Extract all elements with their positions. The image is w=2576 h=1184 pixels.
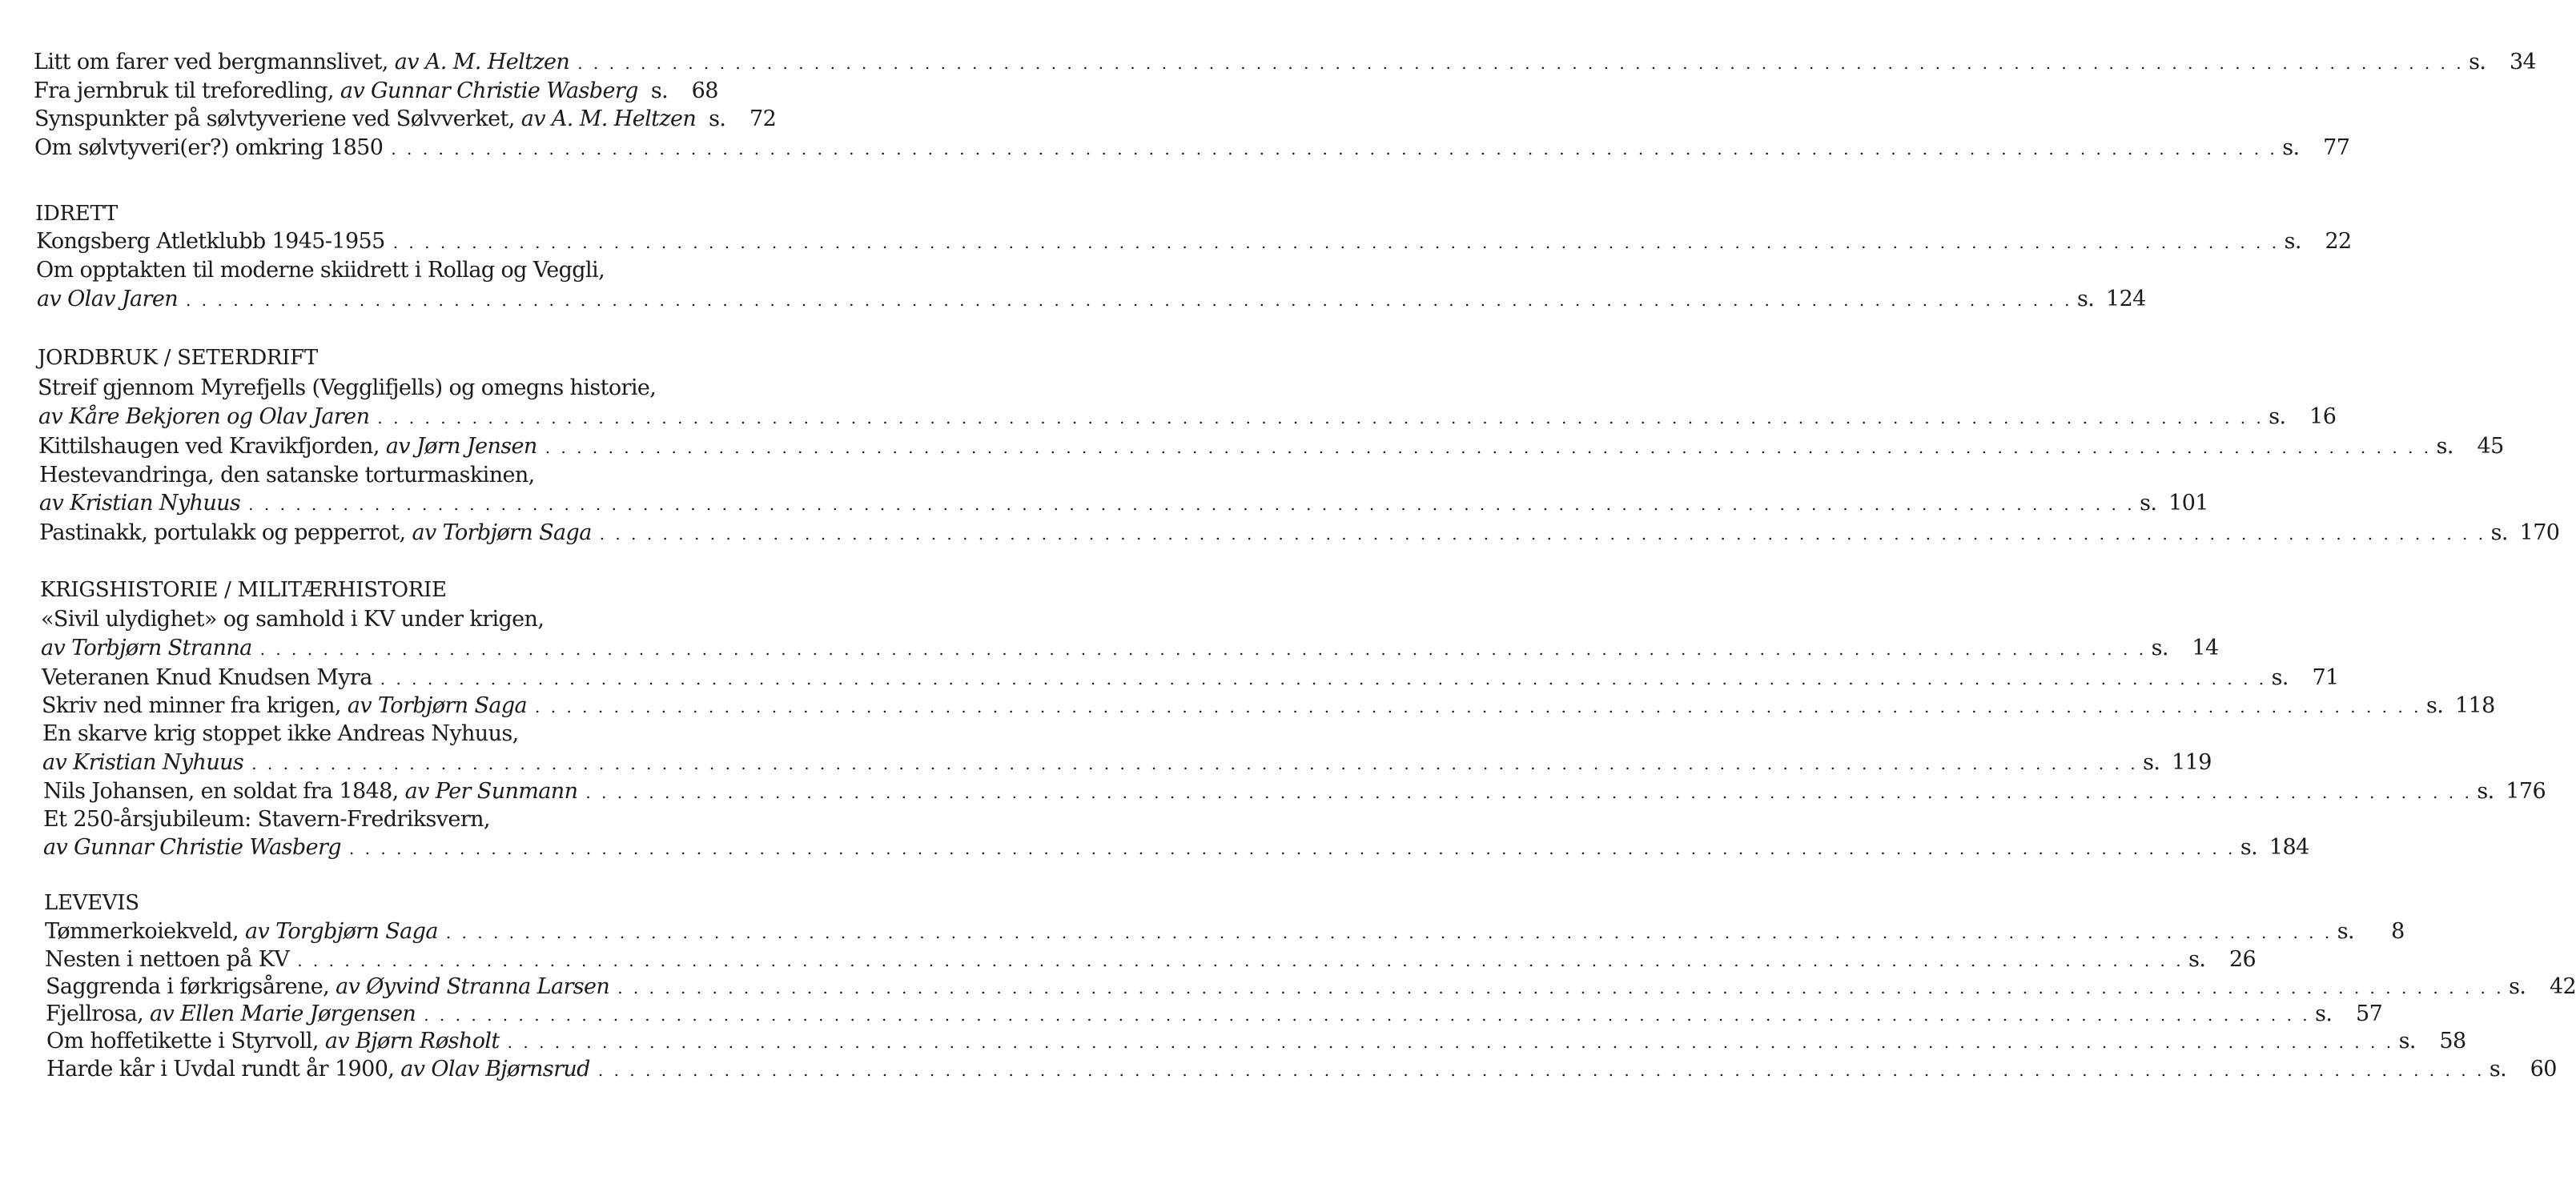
toc-entry-line [43,777,2546,806]
toc-entry-line [38,374,656,403]
toc-entry-line [39,461,535,490]
entry-title-text: Kongsberg Atletklubb 1945-1955 [36,229,385,254]
page-number: 8 [2391,919,2405,944]
page-prefix: s. [2143,750,2160,775]
entry-title-text: Nesten i nettoen på KV [45,947,290,972]
entry-title [34,105,696,134]
entry-title [34,48,569,77]
entry-title [46,1000,416,1029]
toc-entry-line [38,403,2337,431]
entry-title-text: Hestevandringa, den satanske torturmaskinen, [39,463,535,488]
entry-author: av Olav Bjørnsrud [400,1057,590,1082]
page-prefix: s. [2284,229,2301,254]
entry-title [34,77,638,106]
page-prefix: s. [2269,404,2286,429]
page-prefix: s. [650,78,669,103]
entry-author: av Per Sunmann [404,779,578,804]
page-number: 14 [2192,636,2219,660]
entry-title-text: Om hoffetikette i Styrvoll, [46,1029,325,1054]
dot-leader: . . . . . . . . . . . . . . . . . . . . . . . . . . . . . . . . . . . . . . . . . . . . . . . . . . . . . . . . . . . . . . . . . . . . . . . . . . . . . . . . . . . . . . . . . . . . . . . . . . . . . . . . . . . . . . . . . . . . . . . . [599,524,2486,544]
toc-entry-line [34,134,2350,163]
dot-leader: . . . . . . . . . . . . . . . . . . . . . . . . . . . . . . . . . . . . . . . . . . . . . . . . . . . . . . . . . . . . . . . . . . . . . . . . . . . . . . . . . . . . . . . . . . . . . . . . . . . . . . . . . . . . . . . . . . . . . . . . [348,839,2236,858]
section-heading: KRIGSHISTORIE / MILITÆRHISTORIE [40,578,447,602]
entry-title-text: Litt om farer ved bergmannslivet, [34,50,395,74]
toc-entry-line [37,285,2146,314]
entry-title [45,945,289,974]
entry-title [37,285,178,314]
toc-entry-line [45,917,2405,946]
entry-title-text: Om sølvtyveri(er?) omkring 1850 [34,135,384,160]
entry-title [43,777,577,806]
page-prefix: s. [2188,947,2206,972]
page-prefix: s. [2398,1029,2416,1054]
entry-title-text: Streif gjennom Myrefjells (Vegglifjells) og omegns historie, [38,375,657,400]
entry-title [42,664,372,692]
page-number: 118 [2454,693,2495,718]
section-heading: LEVEVIS [44,891,139,915]
entry-title-text: Nils Johansen, en soldat fra 1848, [43,779,405,804]
entry-author: av A. M. Heltzen [394,50,570,74]
page-prefix: s. [2425,693,2444,718]
entry-author: av Jørn Jensen [385,434,537,459]
entry-title [45,917,438,946]
entry-title-text: Tømmerkoiekveld, [45,919,245,944]
entry-author: av Torgbjørn Saga [244,919,438,944]
dot-leader: . . . . . . . . . . . . . . . . . . . . . . . . . . . . . . . . . . . . . . . . . . . . . . . . . . . . . . . . . . . . . . . . . . . . . . . . . . . . . . . . . . . . . . . . . . . . . . . . . . . . . . . . . . . . . . . . . . . . . . . . [186,291,2072,310]
entry-title [43,805,490,834]
page-prefix: s. [2490,520,2508,545]
page-prefix: s. [2509,974,2526,999]
page-prefix: s. [2140,491,2157,516]
entry-title [46,1055,590,1084]
page-number: 77 [2323,135,2350,160]
toc-entry-line [46,973,2576,1001]
dot-leader: . . . . . . . . . . . . . . . . . . . . . . . . . . . . . . . . . . . . . . . . . . . . . . . . . . . . . . . . . . . . . . . . . . . . . . . . . . . . . . . . . . . . . . . . . . . . . . . . . . . . . . . . . . . . . . . . . . . . . . . . [248,495,2136,514]
entry-title-text: Kittilshaugen ved Kravikfjorden, [38,434,386,459]
page-number: 58 [2439,1029,2466,1054]
page-number: 45 [2477,434,2504,459]
section-heading: IDRETT [35,202,119,226]
entry-author: av Torbjørn Saga [412,520,592,545]
dot-leader: . . . . . . . . . . . . . . . . . . . . . . . . . . . . . . . . . . . . . . . . . . . . . . . . . . . . . . . . . . . . . . . . . . . . . . . . . . . . . . . . . . . . . . . . . . . . . . . . . . . . . . . . . . . . . . . . . . . . . . . . [377,408,2265,427]
entry-title [38,432,537,461]
entry-title-text: «Sivil ulydighet» og samhold i KV under krigen, [41,607,545,632]
entry-title [42,749,243,777]
page-number: 119 [2172,750,2212,775]
page-number: 184 [2269,835,2309,860]
entry-title-text: Veteranen Knud Knudsen Myra [42,665,372,690]
dot-leader: . . . . . . . . . . . . . . . . . . . . . . . . . . . . . . . . . . . . . . . . . . . . . . . . . . . . . . . . . . . . . . . . . . . . . . . . . . . . . . . . . . . . . . . . . . . . . . . . . . . . . . . . . . . . . . . . . . . . . . . . [577,54,2465,73]
page-number: 72 [749,106,777,131]
page-number: 60 [2530,1057,2557,1082]
entry-author: av Torbjørn Saga [347,693,528,718]
entry-author: av Kristian Nyhuus [42,750,244,775]
toc-entry-line [39,519,2560,548]
entry-title [41,605,544,634]
toc-entry-line [38,432,2504,461]
entry-author: av Kristian Nyhuus [39,491,241,516]
entry-title [46,973,609,1001]
dot-leader: . . . . . . . . . . . . . . . . . . . . . . . . . . . . . . . . . . . . . . . . . . . . . . . . . . . . . . . . . . . . . . . . . . . . . . . . . . . . . . . . . . . . . . . . . . . . . . . . . . . . . . . . . . . . . . . . . . . . . . . . [380,669,2267,688]
entry-title [41,634,252,663]
entry-title-text: Om opptakten til moderne skiidrett i Rollag og Veggli, [36,258,605,283]
entry-title [39,519,592,548]
dot-leader: . . . . . . . . . . . . . . . . . . . . . . . . . . . . . . . . . . . . . . . . . . . . . . . . . . . . . . . . . . . . . . . . . . . . . . . . . . . . . . . . . . . . . . . . . . . . . . . . . . . . . . . . . . . . . . . . . . . . . . . . [597,1061,2485,1080]
page-number: 124 [2105,287,2146,311]
toc-entry-line [36,256,605,285]
page-prefix: s. [2337,919,2355,944]
dot-leader: . . . . . . . . . . . . . . . . . . . . . . . . . . . . . . . . . . . . . . . . . . . . . . . . . . . . . . . . . . . . . . . . . . . . . . . . . . . . . . . . . . . . . . . . . . . . . . . . . . . . . . . . . . . . . . . . . . . . . . . . [424,1005,2311,1025]
entry-title [42,692,527,720]
page-prefix: s. [2240,835,2258,860]
entry-title-text: Pastinakk, portulakk og pepperrot, [39,520,412,545]
entry-title-text: Harde kår i Uvdal rundt år 1900, [46,1057,401,1082]
dot-leader: . . . . . . . . . . . . . . . . . . . . . . . . . . . . . . . . . . . . . . . . . . . . . . . . . . . . . . . . . . . . . . . . . . . . . . . . . . . . . . . . . . . . . . . . . . . . . . . . . . . . . . . . . . . . . . . . . . . . . . . . [391,139,2278,159]
entry-title-text: Fjellrosa, [46,1001,151,1026]
toc-entry-line [39,489,2208,518]
dot-leader: . . . . . . . . . . . . . . . . . . . . . . . . . . . . . . . . . . . . . . . . . . . . . . . . . . . . . . . . . . . . . . . . . . . . . . . . . . . . . . . . . . . . . . . . . . . . . . . . . . . . . . . . . . . . . . . . . . . . . . . . [535,697,2421,716]
entry-title [42,720,519,749]
entry-title-text: Synspunkter på sølvtyveriene ved Sølvverket, [34,106,521,131]
page-number: 68 [691,78,718,103]
toc-entry-line [42,692,2495,720]
page-number: 34 [2509,50,2537,74]
entry-title [34,134,383,163]
entry-author: av Torbjørn Stranna [41,636,252,660]
toc-entry-line [46,1027,2466,1056]
toc-entry-line [34,105,777,134]
page-prefix: s. [2282,135,2300,160]
entry-title [43,833,341,862]
section-heading: JORDBRUK / SETERDRIFT [38,346,318,370]
entry-author: av Ellen Marie Jørgensen [150,1001,416,1026]
entry-author: av Bjørn Røsholt [324,1029,500,1054]
entry-author: av Kåre Bekjoren og Olav Jaren [38,404,370,429]
entry-author: av Gunnar Christie Wasberg [43,835,341,860]
entry-title-text: Saggrenda i førkrigsårene, [46,974,336,999]
dot-leader: . . . . . . . . . . . . . . . . . . . . . . . . . . . . . . . . . . . . . . . . . . . . . . . . . . . . . . . . . . . . . . . . . . . . . . . . . . . . . . . . . . . . . . . . . . . . . . . . . . . . . . . . . . . . . . . . . . . . . . . . [507,1033,2394,1052]
entry-title [38,374,656,403]
page-prefix: s. [2477,779,2494,804]
dot-leader: . . . . . . . . . . . . . . . . . . . . . . . . . . . . . . . . . . . . . . . . . . . . . . . . . . . . . . . . . . . . . . . . . . . . . . . . . . . . . . . . . . . . . . . . . . . . . . . . . . . . . . . . . . . . . . . . . . . . . . . . [545,438,2432,457]
dot-leader: . . . . . . . . . . . . . . . . . . . . . . . . . . . . . . . . . . . . . . . . . . . . . . . . . . . . . . . . . . . . . . . . . . . . . . . . . . . . . . . . . . . . . . . . . . . . . . . . . . . . . . . . . . . . . . . . . . . . . . . . [585,783,2473,802]
dot-leader: . . . . . . . . . . . . . . . . . . . . . . . . . . . . . . . . . . . . . . . . . . . . . . . . . . . . . . . . . . . . . . . . . . . . . . . . . . . . . . . . . . . . . . . . . . . . . . . . . . . . . . . . . . . . . . . . . . . . . . . . [259,640,2147,659]
page-number: 176 [2506,779,2546,804]
entry-author: av A. M. Heltzen [520,106,697,131]
entry-author: av Øyvind Stranna Larsen [336,974,610,999]
page-number: 42 [2549,974,2576,999]
toc-entry-line [42,720,519,749]
toc-entry-line [45,945,2257,974]
page-number: 57 [2355,1001,2383,1026]
toc-entry-line [34,77,718,106]
entry-title [46,1027,500,1056]
entry-title-text: Fra jernbruk til treforedling, [34,78,340,103]
entry-title [36,256,605,285]
toc-entry-line [43,805,490,834]
entry-title [39,489,240,518]
entry-author: av Olav Jaren [37,287,179,311]
toc-entry-line [34,48,2537,77]
page-number: 101 [2168,491,2208,516]
entry-title-text: En skarve krig stoppet ikke Andreas Nyhuus, [42,721,519,746]
dot-leader: . . . . . . . . . . . . . . . . . . . . . . . . . . . . . . . . . . . . . . . . . . . . . . . . . . . . . . . . . . . . . . . . . . . . . . . . . . . . . . . . . . . . . . . . . . . . . . . . . . . . . . . . . . . . . . . . . . . . . . . . [617,978,2505,997]
page-prefix: s. [2076,287,2095,311]
entry-title [38,403,369,431]
page-prefix: s. [2151,636,2168,660]
page-prefix: s. [2469,50,2486,74]
dot-leader: . . . . . . . . . . . . . . . . . . . . . . . . . . . . . . . . . . . . . . . . . . . . . . . . . . . . . . . . . . . . . . . . . . . . . . . . . . . . . . . . . . . . . . . . . . . . . . . . . . . . . . . . . . . . . . . . . . . . . . . . [297,951,2184,970]
entry-title-text: Skriv ned minner fra krigen, [42,693,348,718]
toc-entry-line [43,833,2309,862]
dot-leader: . . . . . . . . . . . . . . . . . . . . . . . . . . . . . . . . . . . . . . . . . . . . . . . . . . . . . . . . . . . . . . . . . . . . . . . . . . . . . . . . . . . . . . . . . . . . . . . . . . . . . . . . . . . . . . . . . . . . . . . . [251,754,2139,773]
toc-entry-line [46,1000,2383,1029]
entry-title-text: Et 250-årsjubileum: Stavern-Fredriksvern, [43,807,490,832]
toc-entry-line [42,749,2212,777]
dot-leader: . . . . . . . . . . . . . . . . . . . . . . . . . . . . . . . . . . . . . . . . . . . . . . . . . . . . . . . . . . . . . . . . . . . . . . . . . . . . . . . . . . . . . . . . . . . . . . . . . . . . . . . . . . . . . . . . . . . . . . . . [445,923,2333,942]
page-number: 22 [2325,229,2352,254]
page-prefix: s. [2315,1001,2333,1026]
entry-author: av Gunnar Christie Wasberg [340,78,638,103]
page-number: 16 [2309,404,2337,429]
entry-title [39,461,535,490]
dot-leader: . . . . . . . . . . . . . . . . . . . . . . . . . . . . . . . . . . . . . . . . . . . . . . . . . . . . . . . . . . . . . . . . . . . . . . . . . . . . . . . . . . . . . . . . . . . . . . . . . . . . . . . . . . . . . . . . . . . . . . . . [392,233,2280,252]
page-number: 170 [2519,520,2560,545]
page-prefix: s. [709,106,726,131]
toc-entry-line [42,664,2339,692]
page-prefix: s. [2436,434,2453,459]
page-prefix: s. [2271,665,2289,690]
toc-entry-line [36,227,2352,256]
page-number: 26 [2228,947,2257,972]
page-prefix: s. [2489,1057,2507,1082]
page-number: 71 [2312,665,2339,690]
toc-entry-line [46,1055,2557,1084]
entry-title [36,227,385,256]
toc-entry-line [41,634,2219,663]
toc-entry-line [41,605,544,634]
